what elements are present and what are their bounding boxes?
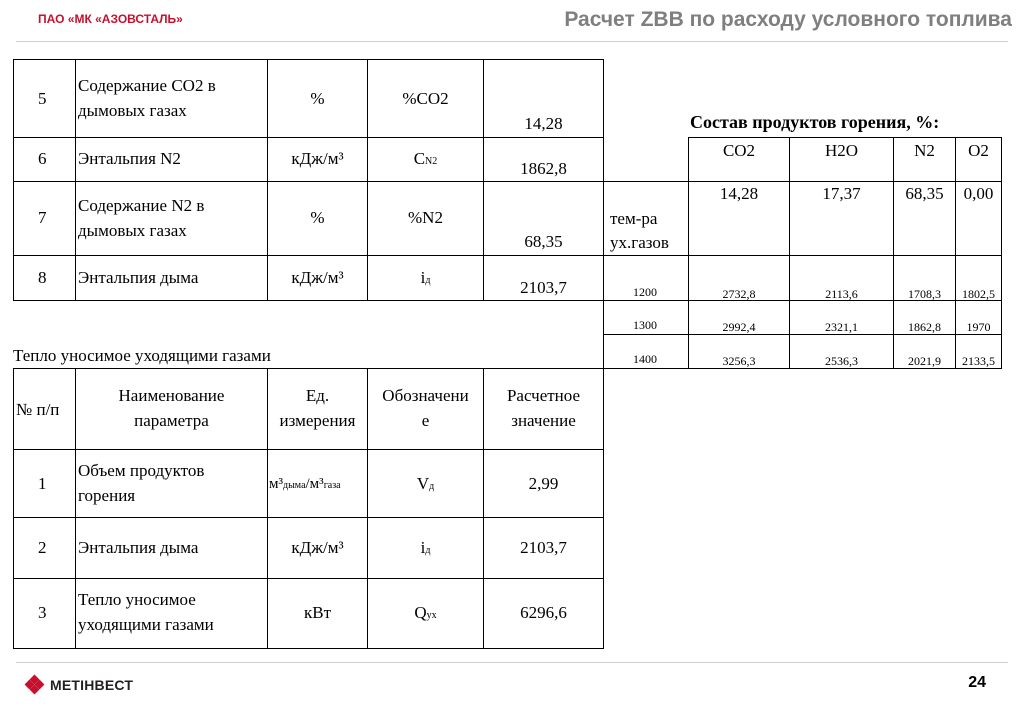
footer-divider xyxy=(16,662,1008,663)
col-header-h2o: H2O xyxy=(824,141,859,160)
temp-label: ух.газов xyxy=(610,233,669,252)
composition-title: Состав продуктов горения, %: xyxy=(690,112,940,132)
section-title: Тепло уносимое уходящими газами xyxy=(13,346,271,365)
slide-title: Расчет ZBB по расходу условного топлива xyxy=(564,8,1012,31)
page-number: 24 xyxy=(968,674,986,691)
col-header-co2: CO2 xyxy=(722,141,756,160)
metinvest-logo xyxy=(26,676,133,694)
col-header-n2: N2 xyxy=(914,141,935,160)
temp-label: тем-ра xyxy=(610,209,658,228)
company-name: ПАО «МК «АЗОВСТАЛЬ» xyxy=(38,12,183,26)
col-header-o2: O2 xyxy=(968,141,989,160)
metinvest-logo-icon xyxy=(26,676,44,694)
header-divider xyxy=(16,41,1008,42)
brand-name: МЕТІНВЕСТ xyxy=(50,677,134,693)
